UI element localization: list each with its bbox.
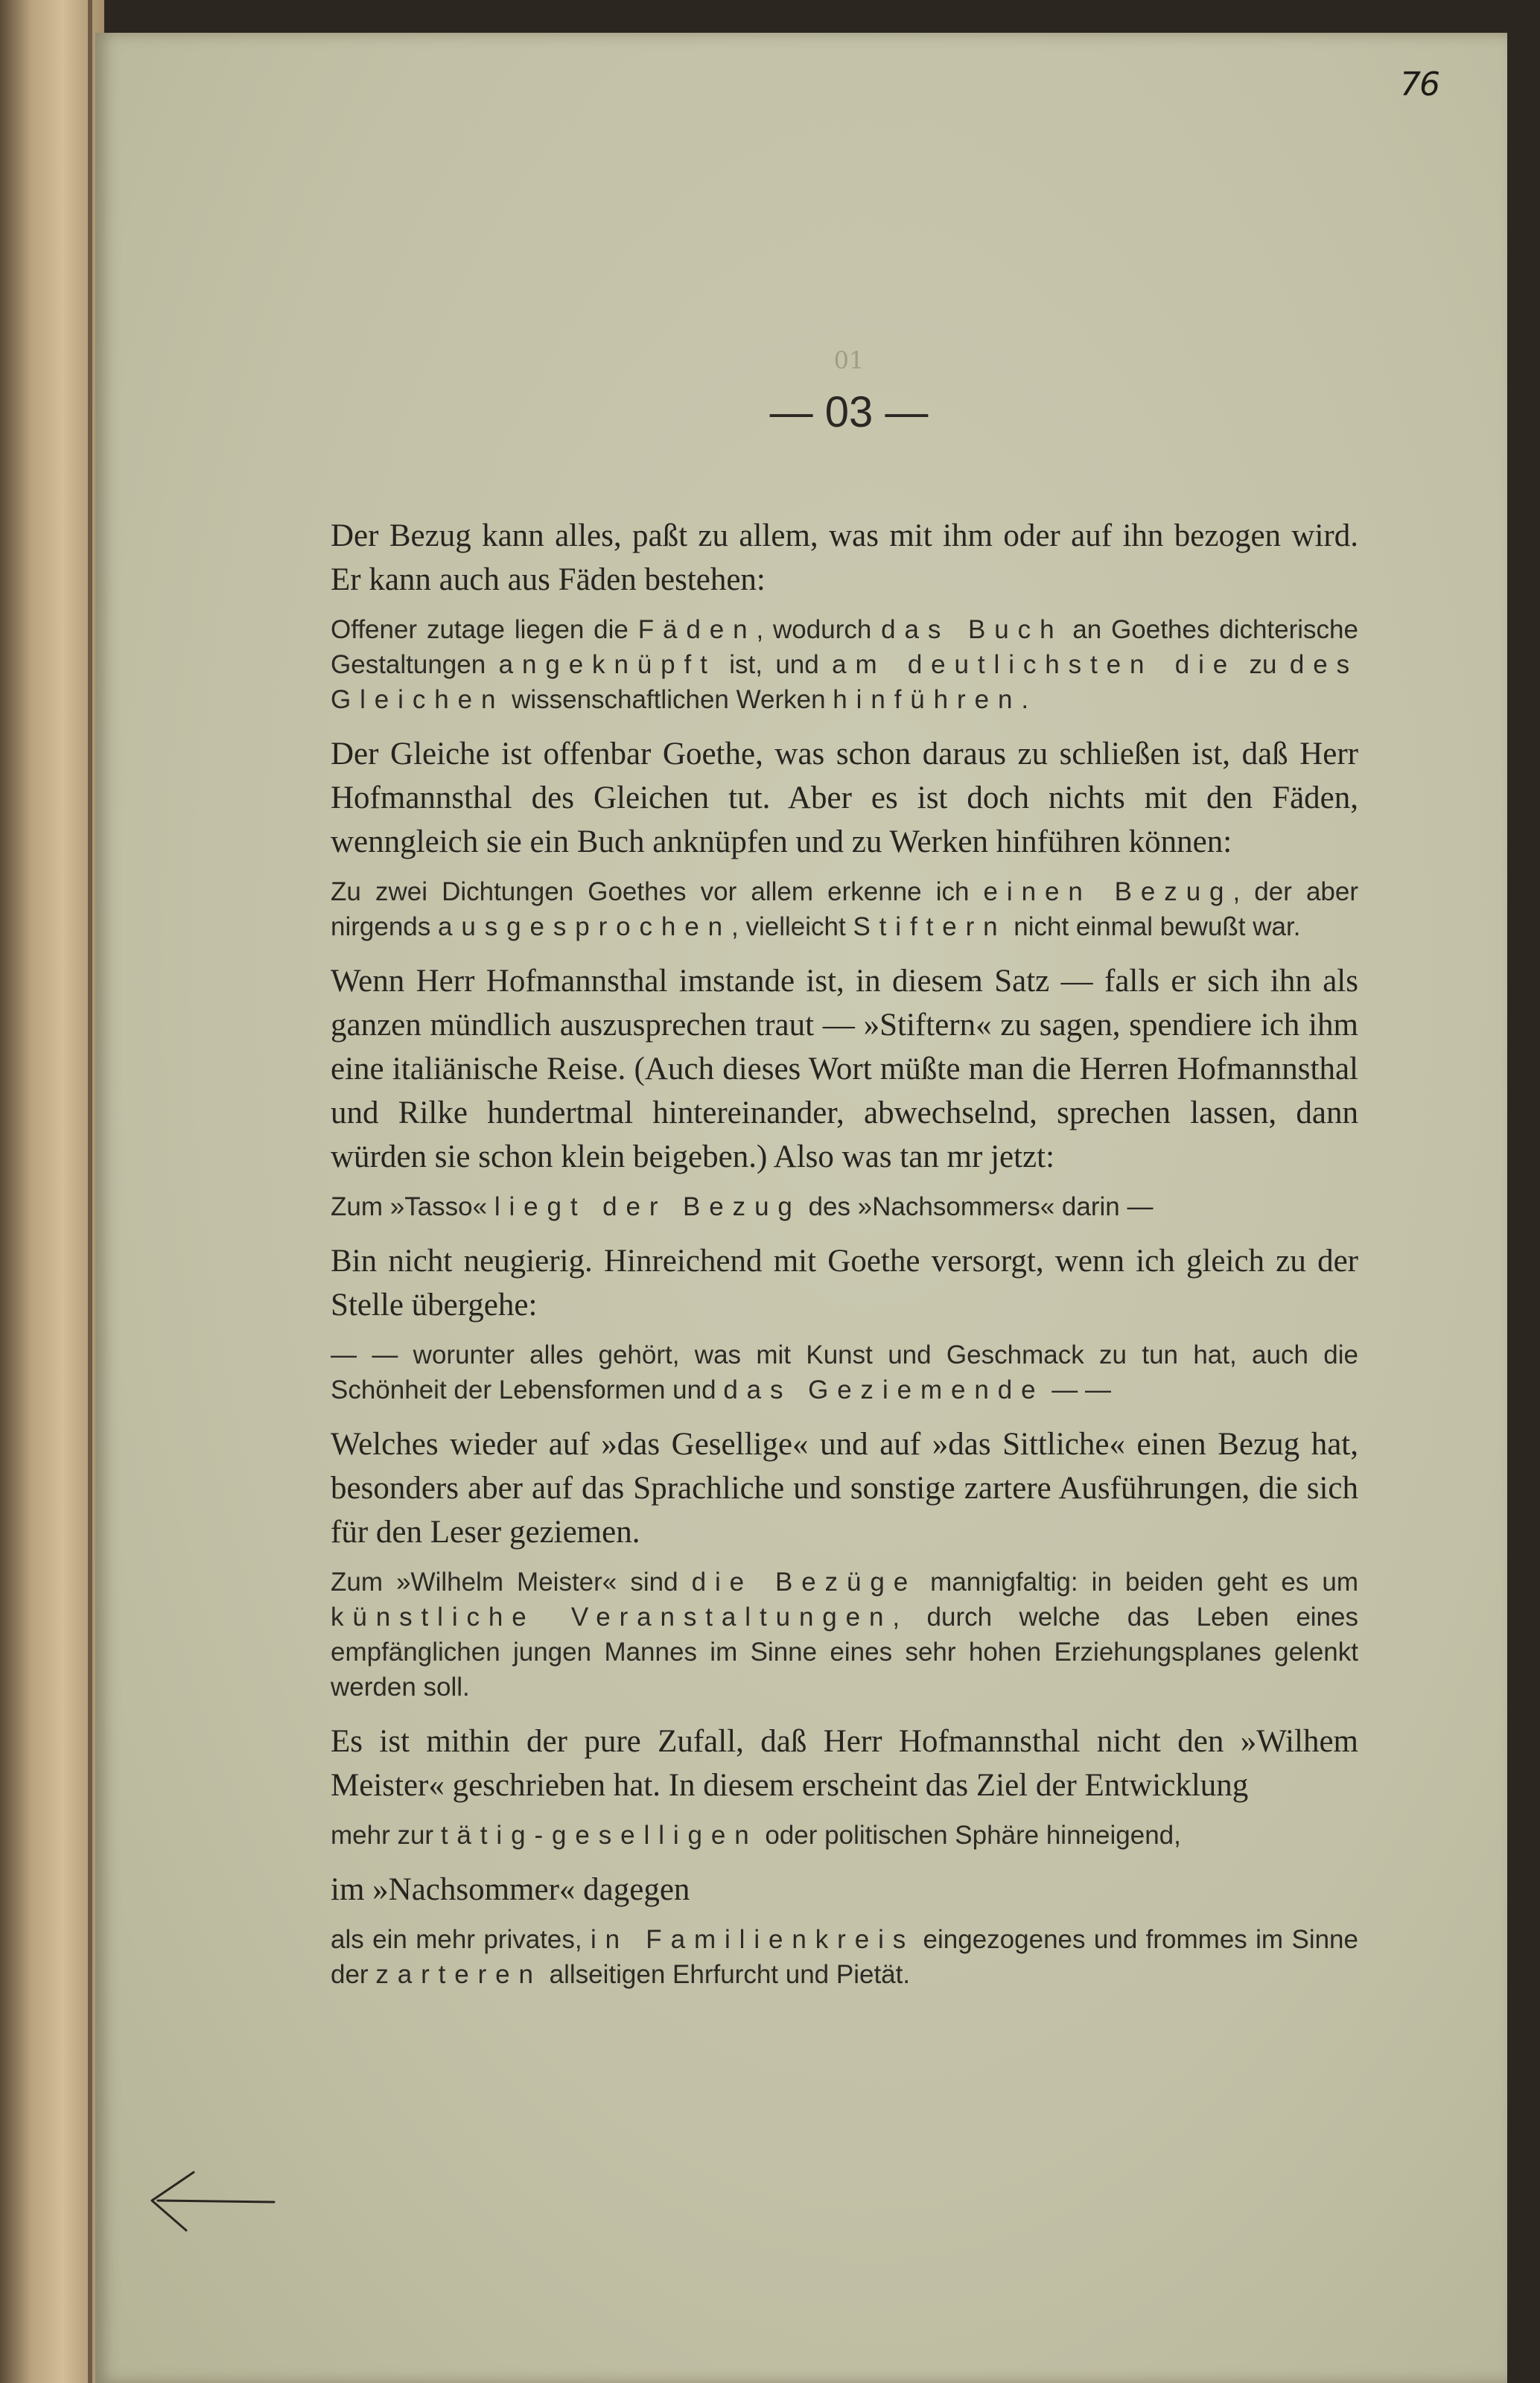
spaced-emphasis: Stiftern xyxy=(853,912,1007,941)
body-paragraph xyxy=(331,1868,1358,1912)
spaced-emphasis: in Familienkreis xyxy=(590,1925,915,1954)
text-run: , durch welche das Leben eines empfänglichen jungen Mannes im Sinne eines sehr hohen Erziehungsplanes gelenkt werden soll. xyxy=(331,1603,1358,1702)
text-run: Der Bezug kann alles, paßt zu allem, was mit ihm oder auf ihn bezogen wird. Er kann auch aus Fäden bestehen: xyxy=(331,518,1358,597)
spaced-emphasis: Fäden xyxy=(637,615,757,644)
text-run: nicht einmal bewußt war. xyxy=(1006,912,1301,941)
handwritten-arrow-icon xyxy=(141,2156,276,2238)
text-run: allseitigen Ehrfurcht und Pietät. xyxy=(541,1960,911,1989)
text-run: mannigfaltig: in beiden geht es um xyxy=(917,1568,1358,1597)
text-run: Zum »Tasso« xyxy=(331,1192,494,1221)
bleed-through-mark: 01 xyxy=(833,346,865,375)
quotation-paragraph xyxy=(331,874,1358,944)
body-paragraph xyxy=(331,1719,1358,1807)
body-paragraph xyxy=(331,1422,1358,1554)
text-run: wissenschaftlichen Werken xyxy=(504,685,833,714)
spaced-emphasis: angeknüpft xyxy=(498,650,716,679)
spaced-emphasis: liegt der Bezug xyxy=(494,1192,801,1221)
text-run: mehr zur xyxy=(331,1821,441,1850)
spaced-emphasis: künstliche Veranstaltungen xyxy=(331,1603,893,1632)
text-run: eingezogenes und frommes im Sinne der xyxy=(331,1925,1358,1989)
text-run: , vielleicht xyxy=(731,912,853,941)
quotation-paragraph xyxy=(331,1818,1358,1853)
spaced-emphasis: hinführen. xyxy=(833,685,1037,714)
spaced-emphasis: tätig-geselligen xyxy=(440,1821,758,1850)
text-run: — — worunter alles gehört, was mit Kunst und Geschmack zu tun hat, auch die Schönheit der Lebensformen und xyxy=(331,1340,1358,1404)
text-run: an Goethes dichterische Gestaltungen xyxy=(331,615,1358,679)
text-run: — — xyxy=(1044,1375,1111,1404)
text-run: Bin nicht neugierig. Hinreichend mit Goethe versorgt, wenn ich gleich zu der Stelle übergehe: xyxy=(331,1244,1358,1323)
spine-edge xyxy=(88,0,92,2383)
body-paragraph xyxy=(331,1239,1358,1327)
text-run: Zu zwei Dichtungen Goethes vor allem erkenne ich xyxy=(331,877,984,906)
spaced-emphasis: das Buch xyxy=(881,615,1063,644)
text-run: im »Nachsommer« dagegen xyxy=(331,1872,690,1907)
text-run: oder politischen Sphäre hinneigend, xyxy=(757,1821,1181,1850)
quotation-paragraph xyxy=(331,1922,1358,1992)
text-run: Wenn Herr Hofmannsthal imstande ist, in diesem Satz — falls er sich ihn als ganzen mündlich auszusprechen traut — »Stiftern« zu sagen, spendiere ich ihm eine italiänische Reise. (Auch dieses Wort müßte man die Herren Hofmannsthal und Rilke hundertmal hintereinander, abwechselnd, sprechen lassen, dann würden sie schon klein beigeben.) Also was tan mr jetzt: xyxy=(331,964,1358,1174)
text-run: Zum »Wilhelm Meister« sind xyxy=(331,1568,692,1597)
spaced-emphasis: am deutlichsten die xyxy=(832,650,1237,679)
text-run: Welches wieder auf »das Gesellige« und auf »das Sittliche« einen Bezug hat, besonders aber auf das Sprachliche und sonstige zartere Ausführungen, die sich für den Leser geziemen. xyxy=(331,1427,1358,1550)
quotation-paragraph xyxy=(331,1189,1358,1224)
spaced-emphasis: ausgesprochen xyxy=(437,912,732,941)
text-run: des »Nachsommers« darin — xyxy=(801,1192,1154,1221)
text-run: , wodurch xyxy=(756,615,882,644)
body-paragraph xyxy=(331,959,1358,1179)
spaced-emphasis: des Gleichen xyxy=(331,650,1358,714)
text-run: als ein mehr privates, xyxy=(331,1925,591,1954)
spaced-emphasis: einen Bezug xyxy=(983,877,1233,906)
folio-number: 76 xyxy=(1400,66,1439,104)
spaced-emphasis: zarteren xyxy=(375,1960,542,1989)
text-run: zu xyxy=(1236,650,1290,679)
text-run: , der aber nirgends xyxy=(331,877,1359,941)
quotation-paragraph xyxy=(331,1565,1358,1705)
page-number: — 03 — xyxy=(769,388,929,436)
text-run: Es ist mithin der pure Zufall, daß Herr Hofmannsthal nicht den »Wilhem Meister« geschrieben hat. In diesem erscheint das Ziel der Entwicklung xyxy=(331,1724,1358,1803)
body-paragraph xyxy=(331,732,1358,864)
quotation-paragraph xyxy=(331,1337,1358,1407)
text-body xyxy=(331,514,1358,2007)
body-paragraph xyxy=(331,514,1358,602)
text-run: Der Gleiche ist offenbar Goethe, was schon daraus zu schließen ist, daß Herr Hofmannsthal des Gleichen tut. Aber es ist doch nichts mit den Fäden, wenngleich sie ein Buch anknüpfen und zu Werken hinführen können: xyxy=(331,736,1358,859)
text-run: ist, und xyxy=(716,650,833,679)
spaced-emphasis: das Geziemende xyxy=(723,1375,1045,1404)
text-run: Offener zutage liegen die xyxy=(331,615,638,644)
quotation-paragraph xyxy=(331,612,1358,717)
spaced-emphasis: die Bezüge xyxy=(691,1568,917,1597)
